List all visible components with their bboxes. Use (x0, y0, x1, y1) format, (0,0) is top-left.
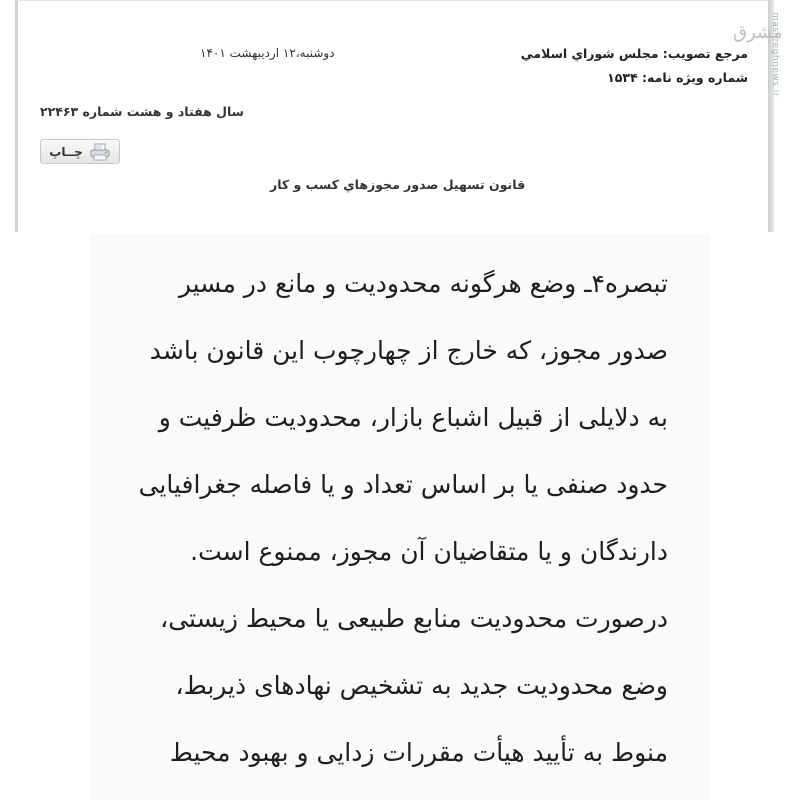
publication-date: دوشنبه،۱۲ اردیبهشت ۱۴۰۱ (200, 46, 335, 60)
year-and-issue-number: سال هفتاد و هشت شماره ۲۲۴۶۳ (40, 104, 244, 119)
special-issue-number: شماره ویژه نامه: ۱۵۳۴ (607, 70, 748, 85)
article-line: به دلایلی از قبیل اشباع بازار، محدودیت ظرفیت و (158, 403, 668, 432)
article-line: تبصره۴ـ وضع هرگونه محدودیت و مانع در مسیر (178, 269, 668, 298)
site-logo-watermark: مشرق (733, 22, 783, 43)
print-button[interactable] (40, 139, 120, 164)
law-title: قانون تسهیل صدور مجوزهاي کسب و کار (270, 177, 526, 192)
document-meta (521, 42, 748, 90)
article-line: حدود صنفی یا بر اساس تعداد و یا فاصله جغرافیایی (138, 470, 668, 499)
article-excerpt-panel (90, 234, 710, 800)
site-watermark: mashreghnews.ir (770, 12, 780, 97)
print-button-label: چــاپ (49, 144, 83, 159)
article-line: صدور مجوز، که خارج از چهارچوب این قانون باشد (149, 336, 668, 365)
approval-reference: مرجع تصویب: مجلس شوراي اسلامي (520, 46, 748, 61)
printer-icon (89, 143, 111, 161)
article-line: منوط به تأیید هیأت مقررات زدایی و بهبود محیط (169, 738, 668, 767)
article-line: وضع محدودیت جدید به تشخیص نهادهای ذیربط، (175, 671, 668, 700)
article-line: دارندگان و یا متقاضیان آن مجوز، ممنوع است. (190, 537, 668, 566)
article-line: درصورت محدودیت منابع طبیعی یا محیط زیستی، (160, 604, 668, 633)
article-body (108, 262, 668, 798)
